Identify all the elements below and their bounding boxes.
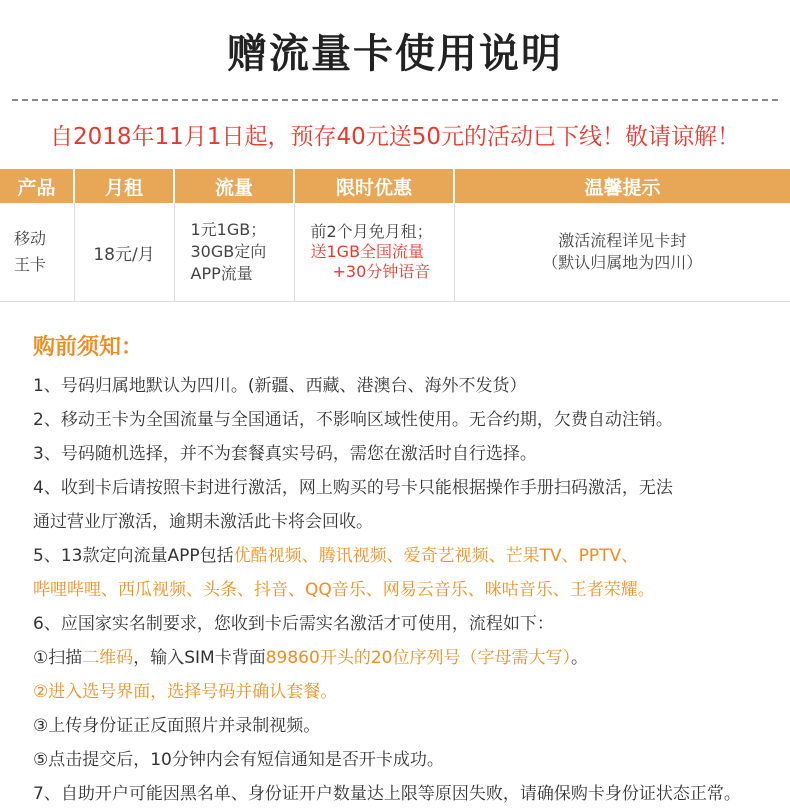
step-1-text: 。 xyxy=(571,648,588,668)
cell-promo xyxy=(294,203,454,302)
notes-list xyxy=(33,369,783,811)
header-limited-offer: 限时优惠 xyxy=(294,169,454,203)
note-4-line-2: 通过营业厅激活，逾期未激活此卡将会回收。 xyxy=(33,505,783,539)
note-7: 7、自助开户可能因黑名单、身份证开户数量达上限等原因失败，请确保购卡身份证状态正常。 xyxy=(33,777,783,811)
flow-line: 30GB定向 xyxy=(191,241,294,263)
flow-line: 1元1GB； xyxy=(191,219,294,241)
plan-table xyxy=(0,169,790,302)
step-5: ⑤点击提交后，10分钟内会有短信通知是否开卡成功。 xyxy=(33,743,783,777)
step-1-text: ，输入SIM卡背面 xyxy=(133,648,265,668)
cell-product xyxy=(0,203,74,302)
promo-line-3: +30分钟语音 xyxy=(311,262,454,282)
table-row xyxy=(0,203,790,302)
flow-line: APP流量 xyxy=(191,263,294,285)
header-tips: 温馨提示 xyxy=(454,169,790,203)
section-title: 购前须知： xyxy=(33,330,143,361)
note-3: 3、号码随机选择，并不为套餐真实号码，需您在激活时自行选择。 xyxy=(33,437,783,471)
header-monthly-fee: 月租 xyxy=(74,169,174,203)
cell-tip xyxy=(454,203,790,302)
note-5-apps: 优酷视频、腾讯视频、爱奇艺视频、芒果TV、PPTV、 xyxy=(234,546,639,566)
note-5-line-1 xyxy=(33,539,783,573)
step-1 xyxy=(33,641,783,675)
step-3: ③上传身份证正反面照片并录制视频。 xyxy=(33,709,783,743)
product-line: 移动 xyxy=(14,226,74,252)
note-6: 6、应国家实名制要求，您收到卡后需实名激活才可使用，流程如下： xyxy=(33,607,783,641)
note-2: 2、移动王卡为全国流量与全国通话，不影响区域性使用。无合约期，欠费自动注销。 xyxy=(33,403,783,437)
step-1-text: ①扫描 xyxy=(33,648,82,668)
note-5-line-2: 哔哩哔哩、西瓜视频、头条、抖音、QQ音乐、网易云音乐、咪咕音乐、王者荣耀。 xyxy=(33,573,783,607)
tip-line: （默认归属地为四川） xyxy=(455,252,790,274)
tip-line: 激活流程详见卡封 xyxy=(455,230,790,252)
offline-notice: 自2018年11月1日起，预存40元送50元的活动已下线！敬请谅解！ xyxy=(0,118,790,151)
header-product: 产品 xyxy=(0,169,74,203)
promo-line-2: 送1GB全国流量 xyxy=(311,242,454,262)
product-line: 王卡 xyxy=(14,252,74,278)
table-header-row xyxy=(0,169,790,203)
promo-line-1: 前2个月免月租； xyxy=(311,222,454,242)
cell-price: 18元/月 xyxy=(74,203,174,302)
dashed-divider xyxy=(12,99,778,101)
step-1-qrcode: 二维码 xyxy=(82,648,133,668)
cell-flow xyxy=(174,203,294,302)
header-data-flow: 流量 xyxy=(174,169,294,203)
note-1: 1、号码归属地默认为四川。(新疆、西藏、港澳台、海外不发货） xyxy=(33,369,783,403)
step-1-serial: 89860开头的20位序列号（字母需大写） xyxy=(266,648,571,668)
note-4-line-1: 4、收到卡后请按照卡封进行激活，网上购买的号卡只能根据操作手册扫码激活，无法 xyxy=(33,471,783,505)
page-title: 赠流量卡使用说明 xyxy=(0,22,790,79)
note-5-prefix: 5、13款定向流量APP包括 xyxy=(33,546,234,566)
step-2: ②进入选号界面，选择号码并确认套餐。 xyxy=(33,675,783,709)
